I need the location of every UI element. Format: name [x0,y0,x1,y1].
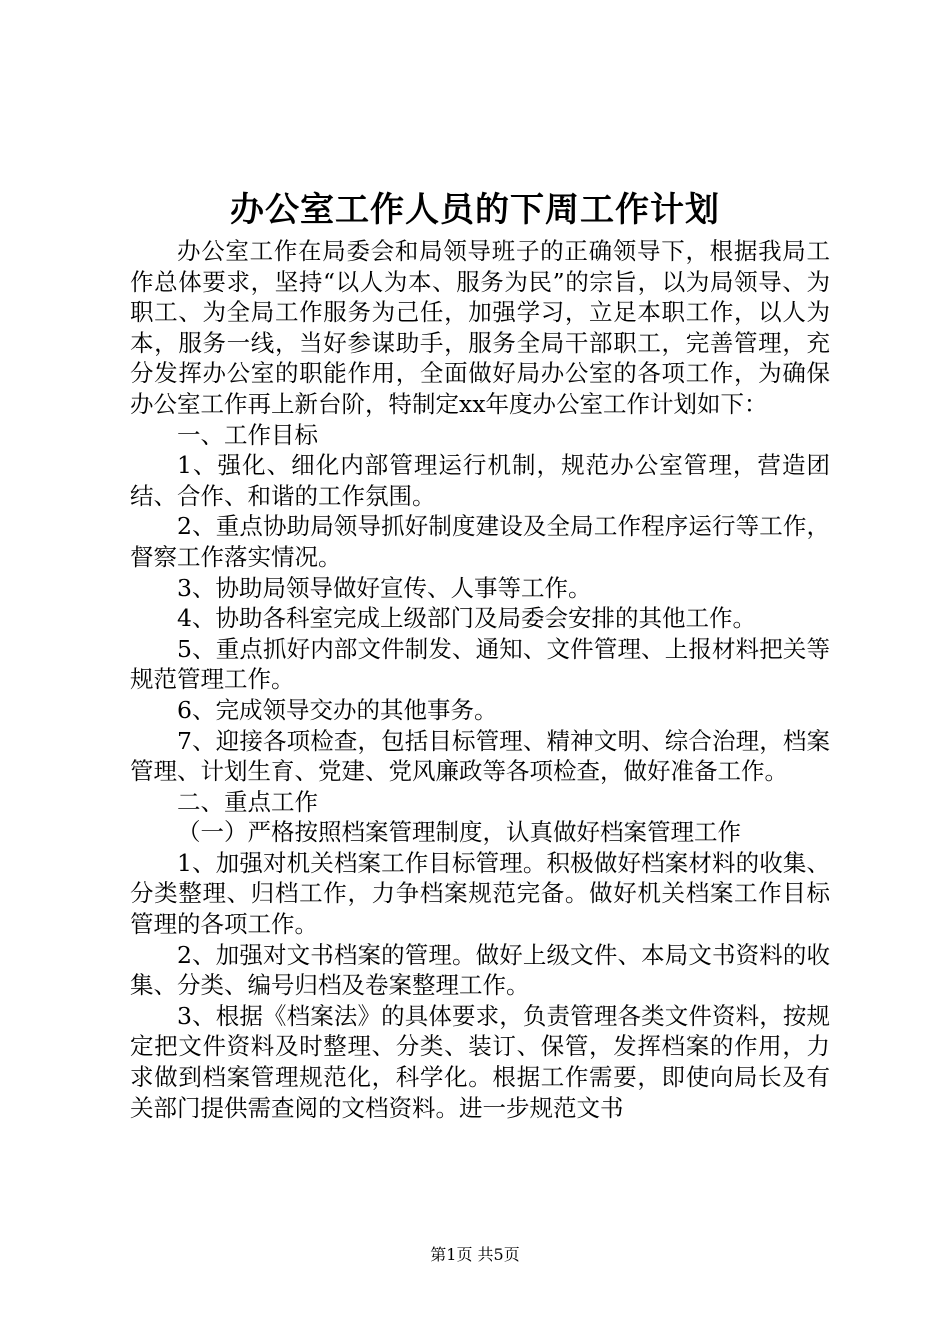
section-heading-goals: 一、工作目标 [177,420,318,449]
goal-item-3: 3、协助局领导做好宣传、人事等工作。 [177,573,592,602]
goal-item-6: 6、完成领导交办的其他事务。 [177,695,498,724]
document-body [130,236,830,1123]
section-heading-key-work: 二、重点工作 [177,787,318,816]
goal-item-4: 4、协助各科室完成上级部门及局委会安排的其他工作。 [177,604,756,633]
archive-item-3: 3、根据《档案法》的具体要求，负责管理各类文件资料，按规定把文件资料及时整理、分类、装订、保管，发挥档案的作用，力求做到档案管理规范化，科学化。根据工作需要，即使向局长及有关部门提供需查阅的文档资料。进一步规范文书 [130,1001,830,1122]
goal-item-2: 2、重点协助局领导抓好制度建设及全局工作程序运行等工作，督察工作落实情况。 [130,512,830,571]
document-title: 办公室工作人员的下周工作计划 [230,190,720,230]
subsection-heading-archives: （一）严格按照档案管理制度，认真做好档案管理工作 [177,818,741,847]
page-footer: 第1页 共5页 [430,1245,520,1264]
archive-item-2: 2、加强对文书档案的管理。做好上级文件、本局文书资料的收集、分类、编号归档及卷案整理工作。 [130,940,830,1000]
goal-item-5: 5、重点抓好内部文件制发、通知、文件管理、上报材料把关等规范管理工作。 [130,634,830,694]
goal-item-1: 1、强化、细化内部管理运行机制，规范办公室管理，营造团结、合作、和谐的工作氛围。 [130,451,830,510]
goal-item-7: 7、迎接各项检查，包括目标管理、精神文明、综合治理，档案管理、计划生育、党建、党风廉政等各项检查，做好准备工作。 [130,726,830,786]
archive-item-1: 1、加强对机关档案工作目标管理。积极做好档案材料的收集、分类整理、归档工作，力争档案规范完备。做好机关档案工作目标管理的各项工作。 [130,848,830,939]
intro-paragraph: 办公室工作在局委会和局领导班子的正确领导下，根据我局工作总体要求，坚持“以人为本、服务为民”的宗旨，以为局领导、为职工、为全局工作服务为己任，加强学习，立足本职工作，以人为本，服务一线，当好参谋助手，服务全局干部职工，完善管理，充分发挥办公室的职能作用，全面做好局办公室的各项工作，为确保办公室工作再上新台阶，特制定xx年度办公室工作计划如下： [130,237,830,418]
